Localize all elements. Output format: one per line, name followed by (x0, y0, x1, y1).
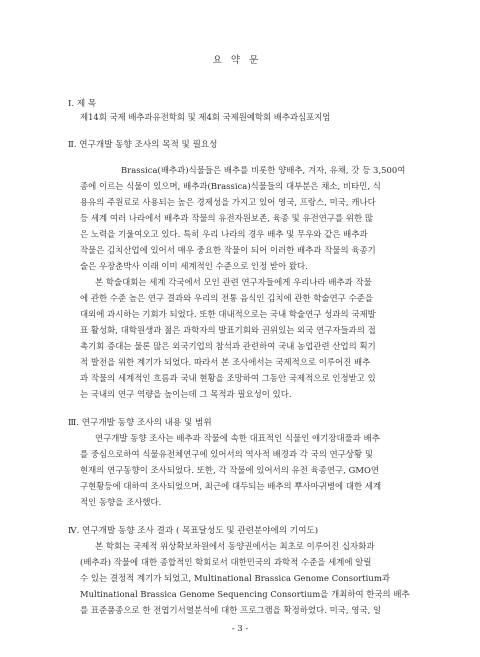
section-3-heading: Ⅲ. 연구개발 동향 조사의 내용 및 범위 (68, 418, 212, 428)
section-3-line: 적인 동향을 조사했다. (80, 497, 162, 507)
section-1-heading: Ⅰ. 제 목 (68, 99, 97, 109)
section-2-line: 촉기회 증대는 물론 많은 외국기업의 참석과 관련하여 국내 농업관련 산업의 획기 (80, 341, 376, 351)
page-number: - 3 - (231, 624, 249, 634)
section-2-heading: Ⅱ. 연구개발 동향 조사의 목적 및 필요성 (68, 140, 218, 150)
section-4-line: (배추과) 작물에 대한 종합적인 학회로서 대한민국의 과학적 수준을 세계에 알릴 (80, 557, 372, 567)
section-4-line: Multinational Brassica Genome Sequencing Consortium을 개최하여 한국의 배추 (80, 589, 410, 599)
section-2-line: 대외에 과시하는 기회가 되었다. 또한 대내적으로는 국내 학술연구 성과의 국제발 (80, 309, 376, 319)
section-2-line: Brassica(배추과)식물들은 배추를 비롯한 양배추, 겨자, 유채, 갓 등 3,500여 (121, 165, 406, 175)
section-2-line: 본 학술대회는 세계 각국에서 모인 관련 연구자들에게 우리나라 배추과 작물 (95, 277, 372, 287)
section-2-line: 종에 이르는 식물이 있으며, 배추과(Brassica)식물들의 대부분은 채소, 비타민, 식 (80, 181, 381, 191)
section-3-line: 를 중심으로하여 식물유전체연구에 있어서의 역사적 배경과 각 국의 연구상황 및 (80, 449, 374, 459)
section-2-line: 등 세계 여러 나라에서 배추과 작물의 유전자원보존, 육종 및 유전연구를 위한 많 (80, 213, 374, 223)
section-3-line: 구현황등에 대하여 조사되었으며, 최근에 대두되는 배추의 뿌사마귀병에 대한 세계 (80, 481, 382, 491)
section-2-line: 적 발전을 위한 계기가 되었다. 따라서 본 조사에서는 국제적으로 이루어진 배추 (80, 357, 371, 367)
section-4-heading: Ⅳ. 연구개발 동향 조사 결과 ( 목표달성도 및 관련분야에의 기여도) (68, 526, 319, 536)
page-title: 요약문 (212, 55, 268, 66)
section-2-line: 용유의 주원료로 사용되는 높은 경제성을 가지고 있어 영국, 프랑스, 미국, 캐나다 (80, 197, 376, 207)
section-2-line: 는 국내의 연구 역량을 높이는데 그 목적과 필요성이 있다. (80, 389, 292, 399)
section-3-line: 현재의 연구동향이 조사되었다. 또한, 각 작물에 있어서의 유전 육종연구, GMO연 (80, 465, 380, 475)
section-2-line: 은 노력을 기울여오고 있다. 특히 우리 나라의 경우 배추 및 무우와 같은 배추과 (80, 229, 368, 239)
section-2-line: 표 활성화, 대학원생과 젊은 과학자의 발표기회와 권위있는 외국 연구자들과의 접 (80, 325, 376, 335)
section-4-line: 를 표준품종으로 한 전엽기서열분석에 대한 프로그램을 확정하였다. 미국, 영국, 일 (80, 605, 382, 615)
section-2-line: 과 작물의 세계적인 흐름과 국내 현황을 조망하여 그동안 국제적으로 인정받고 있 (80, 373, 376, 383)
section-3-line: 연구개발 동향 조사는 배추과 작물에 속한 대표적인 식물인 애기장대풀과 배추 (95, 433, 380, 443)
section-2-line: 에 관한 수준 높은 연구 결과와 우리의 전통 음식인 김치에 관한 학술연구 수준을 (80, 293, 374, 303)
section-4-line: 본 학회는 국제적 위상확보차원에서 동양권에서는 최초로 이루어진 십자화과 (95, 541, 375, 551)
section-4-line: 수 있는 결정적 계기가 되었고, Multinational Brassica Genome Consortium과 (80, 573, 390, 583)
section-2-line: 술은 우장춘박사 이래 이미 세계적인 수준으로 인정 받아 왔다. (80, 261, 308, 271)
section-1-line: 제14회 국제 배추과유전학회 및 제4회 국제원예학회 배추과심포지엄 (80, 112, 331, 122)
section-2-line: 작물은 김치산업에 있어서 매우 중요한 작물이 되어 이러한 배추과 작물의 육종기 (80, 245, 376, 255)
